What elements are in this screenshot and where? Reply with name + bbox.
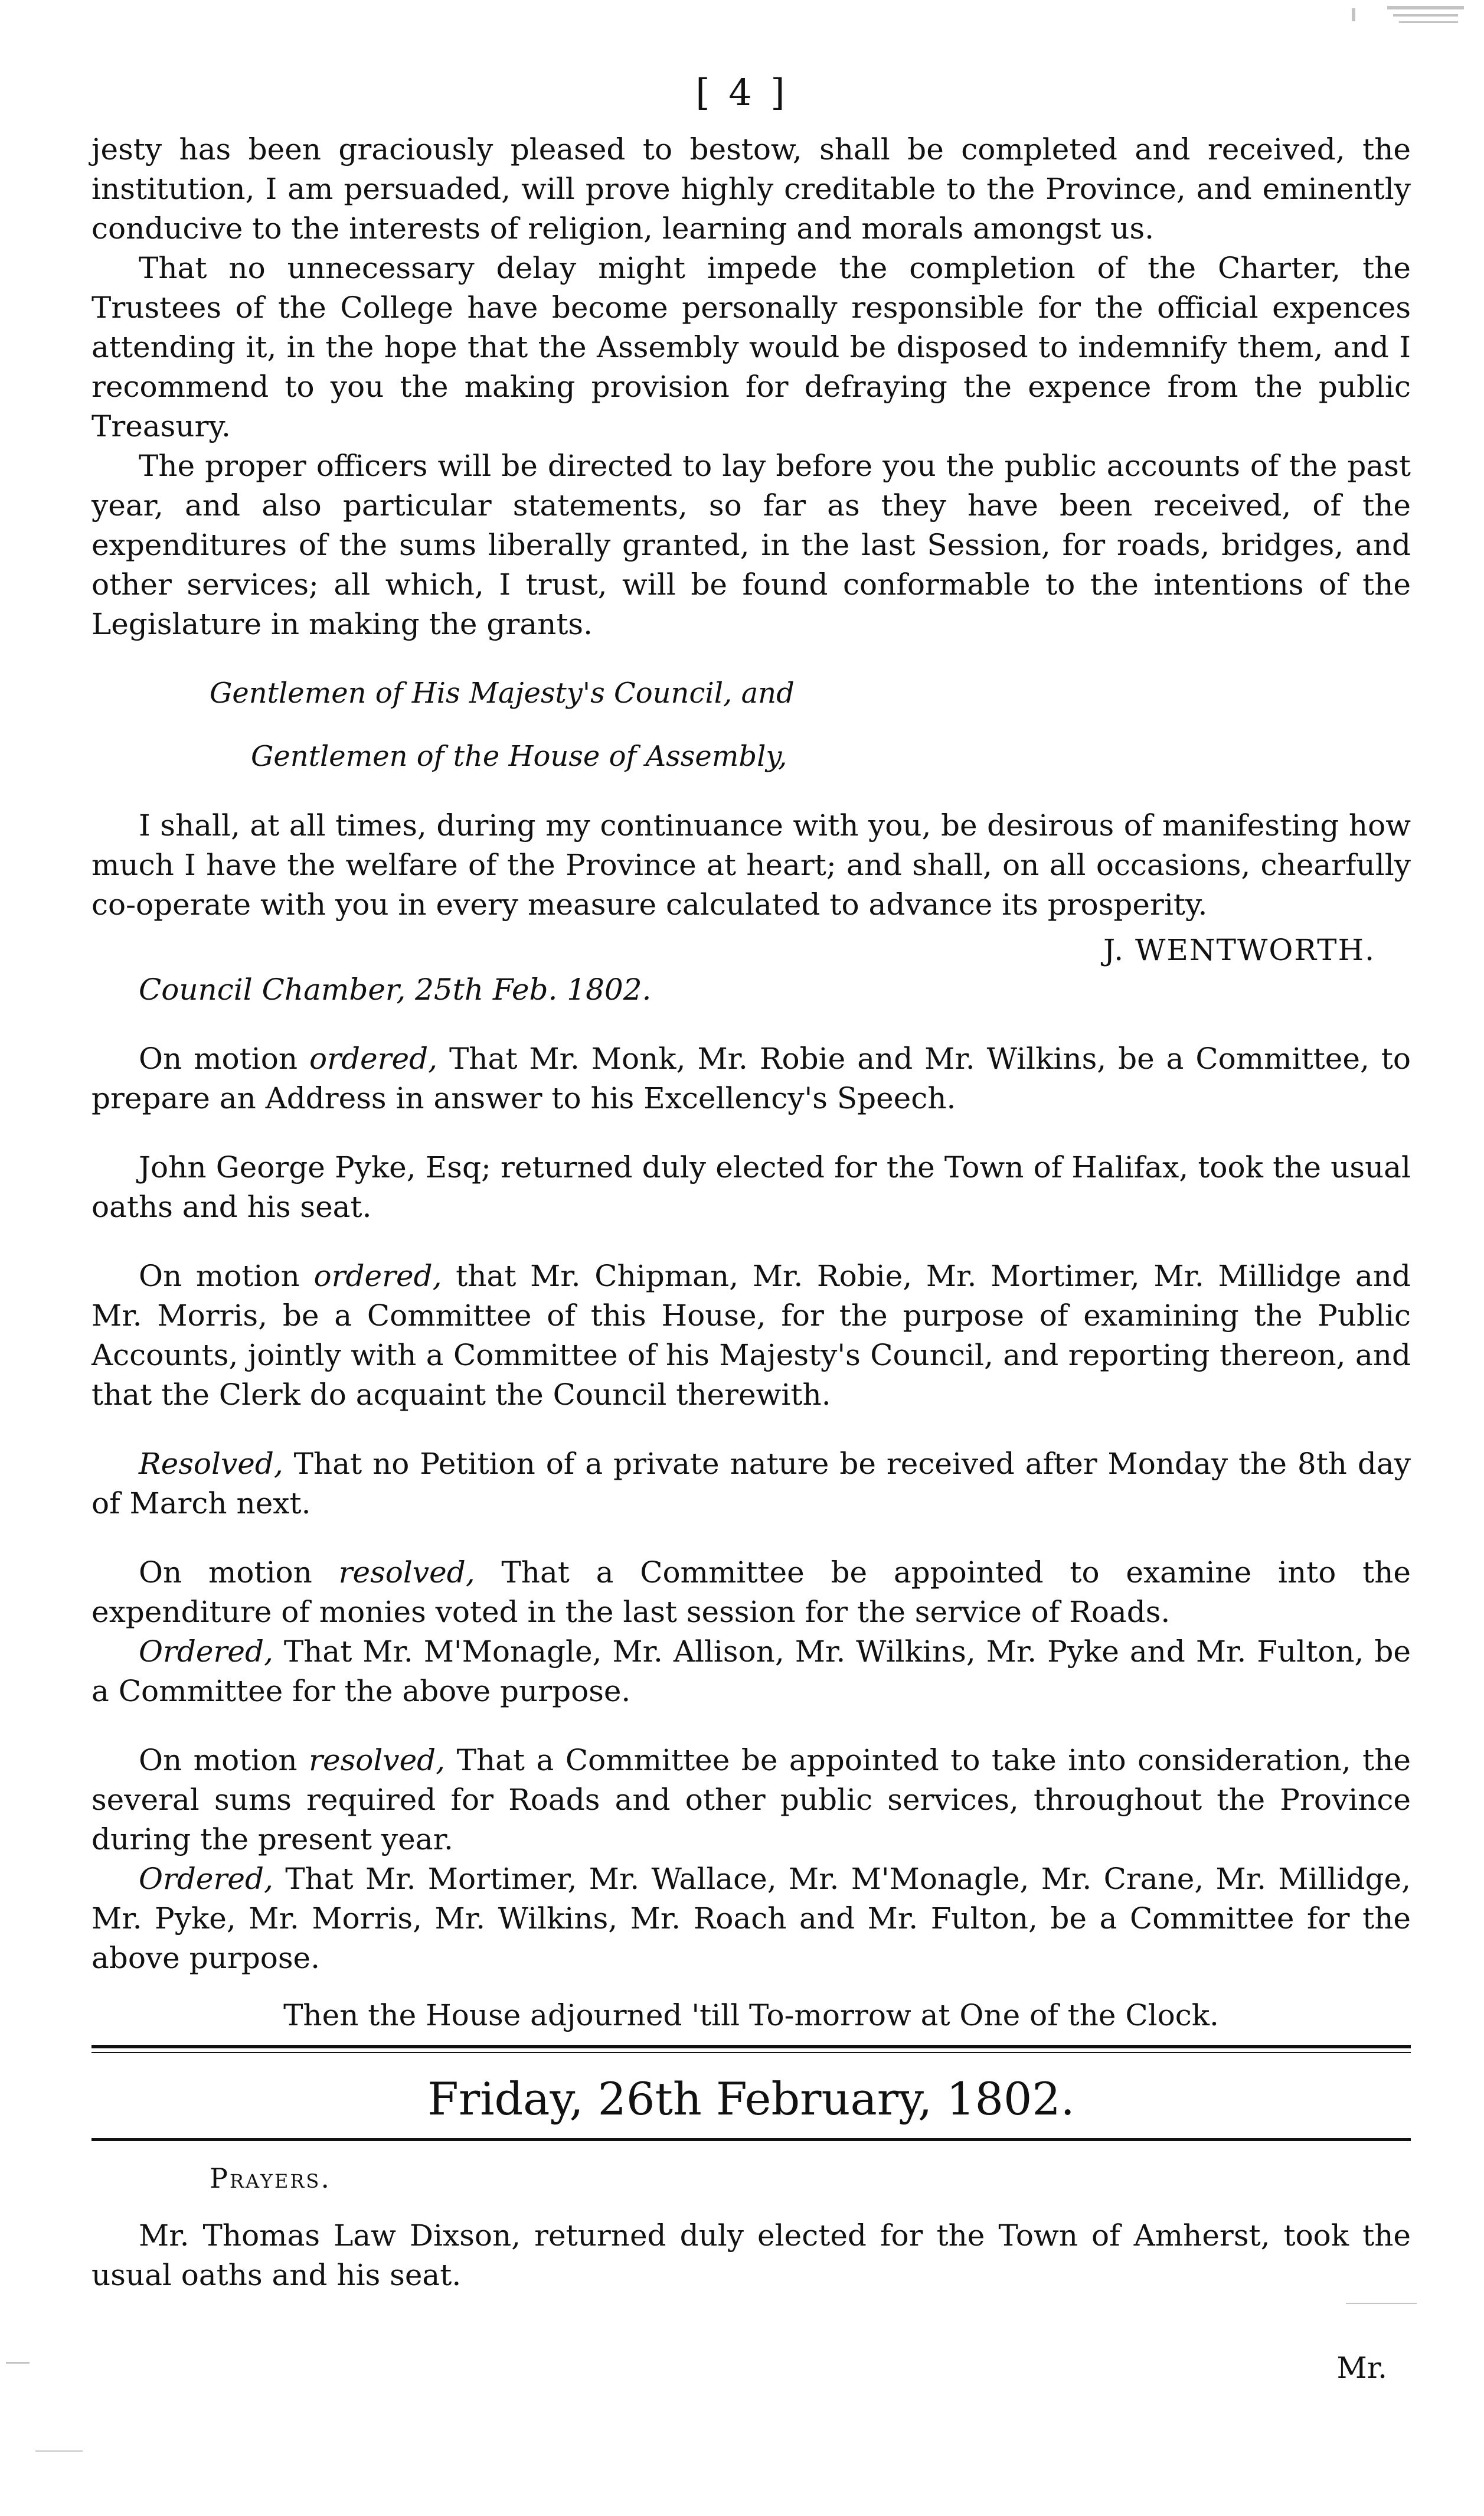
document-body [91,130,1411,2388]
signature: J. WENTWORTH. [1103,933,1375,967]
motion-text: That no Petition of a private nature be received after Monday the 8th day of March next. [91,1447,1411,1520]
motion-text: That Mr. Mortimer, Mr. Wallace, Mr. M'Monagle, Mr. Crane, Mr. Millidge, Mr. Pyke, Mr. Morris, Mr. Wilkins, Mr. Roach and Mr. Fulton, be a Committee for the above purpose. [91,1862,1411,1975]
entry-pyke-seat: John George Pyke, Esq; returned duly elected for the Town of Halifax, took the usual oaths and his seat. [91,1150,1411,1224]
motion-keyword: Ordered, [139,1862,273,1896]
motion-text: That a Committee be appointed to take into consideration, the several sums required for Roads and other public services, throughout the Province during the present year. [91,1743,1411,1856]
paragraph-closing: I shall, at all times, during my continuance with you, be desirous of manifesting how much I have the welfare of the Province at heart; and shall, on all occasions, chearfully co-operate with you in every measure calculated to advance its prosperity. [91,808,1411,922]
order-roads-committee [91,1632,1411,1711]
motion-keyword: ordered, [313,1259,442,1293]
motion-text: That Mr. M'Monagle, Mr. Allison, Mr. Wilkins, Mr. Pyke and Mr. Fulton, be a Committee for the above purpose. [91,1634,1411,1708]
resolution-petitions [91,1444,1411,1523]
paragraph-charter: That no unnecessary delay might impede the completion of the Charter, the Trustees of the College have become personally responsible for the official expences attending it, in the hope that the Assembly would be disposed to indemnify them, and I recommend to you the making provision for defraying the expence from the public Treasury. [91,251,1411,443]
prayers-heading: Prayers. [210,2162,331,2194]
paragraph-accounts: The proper officers will be directed to lay before you the public accounts of the past year, and also particular statements, so far as they have been received, of the expenditures of the sums liberally granted, in the last Session, for roads, bridges, and other services; all which, I trust, will be found conformable to the intentions of the Legislature in making the grants. [91,449,1411,641]
day-heading: Friday, 26th February, 1802. [427,2073,1075,2125]
motion-lead: On motion [139,1259,314,1293]
motion-keyword: Ordered, [139,1634,273,1669]
motion-lead: On motion [139,1555,339,1590]
salutation-assembly: Gentlemen of the House of Assembly, [251,740,787,773]
motion-address-committee [91,1039,1411,1118]
motion-keyword: ordered, [309,1042,437,1076]
motion-text: that Mr. Chipman, Mr. Robie, Mr. Mortimer, Mr. Millidge and Mr. Morris, be a Committee of this House, for the purpose of examining the Public Accounts, jointly with a Committee of his Majesty's Council, and reporting thereon, and that the Clerk do acquaint the Council therewith. [91,1259,1411,1412]
section-divider [91,2138,1411,2141]
motion-text: That Mr. Monk, Mr. Robie and Mr. Wilkins, be a Committee, to prepare an Address in answer to his Excellency's Speech. [91,1042,1411,1115]
page-number: [ 4 ] [695,71,789,114]
motion-text: That a Committee be appointed to examine into the expenditure of monies voted in the last session for the service of Roads. [91,1555,1411,1629]
paragraph-continued: jesty has been graciously pleased to bestow, shall be completed and received, the institution, I am persuaded, will prove highly creditable to the Province, and eminently conducive to the interests of religion, learning and morals amongst us. [91,132,1411,246]
motion-sums-consideration [91,1741,1411,1859]
adjournment: Then the House adjourned 'till To-morrow at One of the Clock. [283,1998,1219,2032]
salutation-council: Gentlemen of His Majesty's Council, and [210,677,795,710]
motion-keyword: resolved, [309,1743,446,1777]
motion-keyword: resolved, [338,1555,475,1590]
dateline: Council Chamber, 25th Feb. 1802. [139,973,652,1007]
motion-roads-expenditure [91,1553,1411,1632]
motion-lead: On motion [139,1743,309,1777]
motion-accounts-committee [91,1257,1411,1415]
section-divider-double [91,2045,1411,2053]
motion-keyword: Resolved, [139,1447,283,1481]
catchword: Mr. [1336,2351,1387,2385]
entry-dixson-seat: Mr. Thomas Law Dixson, returned duly elected for the Town of Amherst, took the usual oaths and his seat. [91,2218,1411,2292]
motion-lead: On motion [139,1042,309,1076]
order-sums-committee [91,1859,1411,1978]
